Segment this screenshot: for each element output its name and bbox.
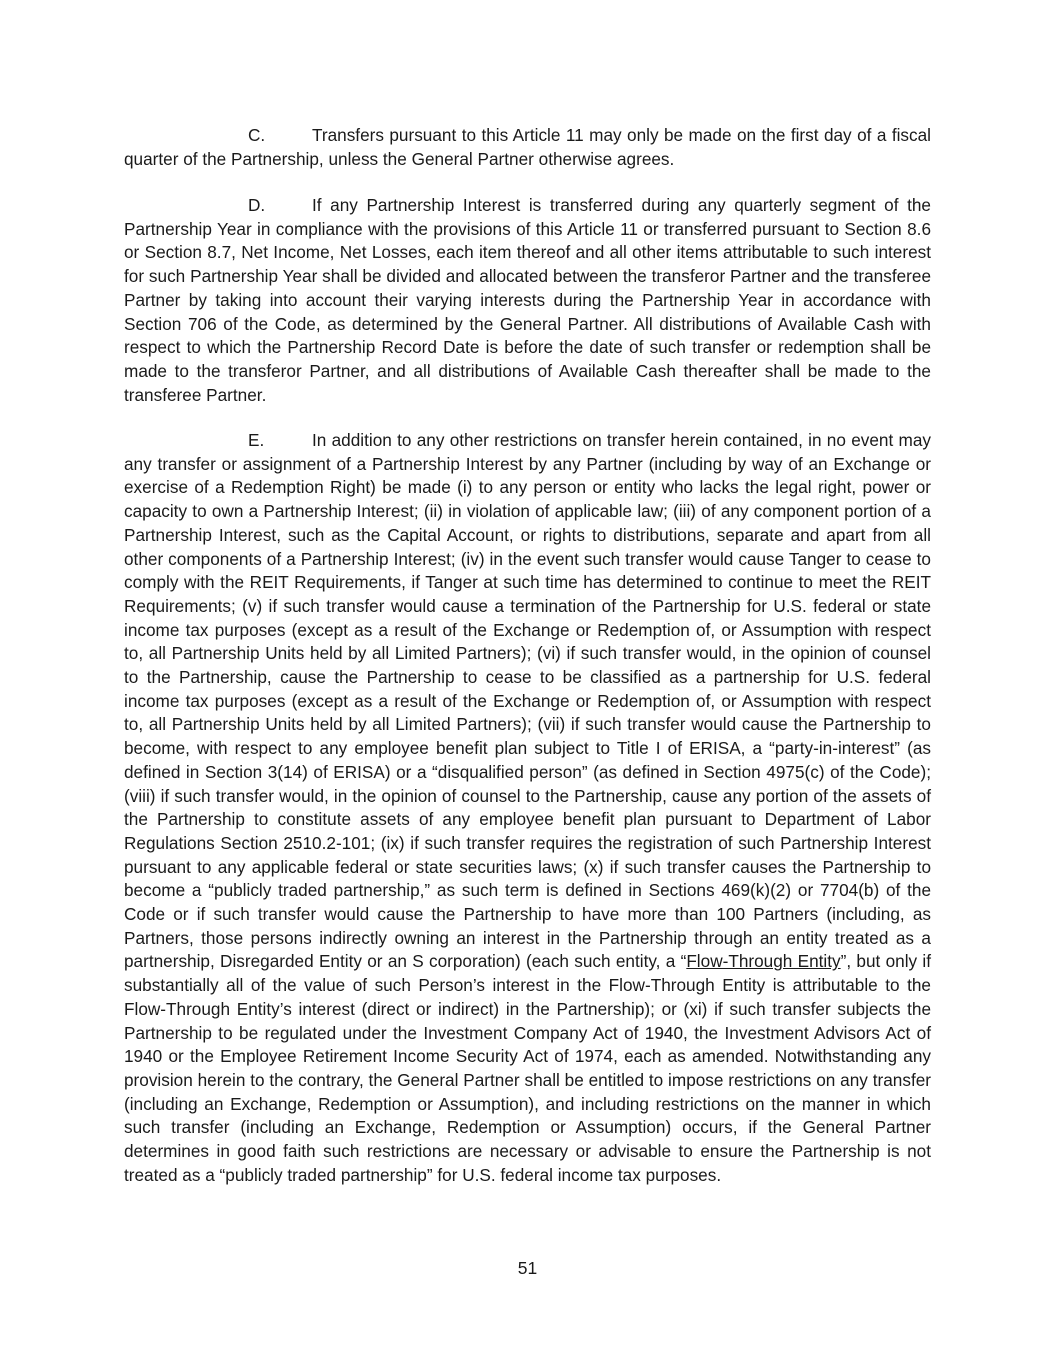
defined-term: Flow-Through Entity [686, 951, 841, 972]
paragraph-label: E. [248, 430, 265, 450]
paragraph-label: C. [248, 125, 266, 145]
paragraph-text: Transfers pursuant to this Article 11 may only be made on the first day of a fiscal quarter of the Partnership, unless the General Partner otherwise agrees. [124, 125, 931, 169]
paragraph-text: In addition to any other restrictions on transfer herein contained, in no event may any transfer or assignment of a Partnership Interest by any Partner (including by way of an Exchange or exercise of a Redemption Right) be made (i) to any person or entity who lacks the legal right, power or capacity to own a Partnership Interest; (ii) in violation of applicable law; (iii) of any component portion of a Partnership Interest, such as the Capital Account, or rights to distributions, separate and apart from all other components of a Partnership Interest; (iv) in the event such transfer would cause Tanger to cease to comply with the REIT Requirements, if Tanger at such time has determined to continue to meet the REIT Requirements; (v) if such transfer would cause a termination of the Partnership for U.S. federal or state income tax purposes (except as a result of the Exchange or Redemption of, or Assumption with respect to, all Partnership Units held by all Limited Partners); (vi) if such transfer would, in the opinion of counsel to the Partnership, cause the Partnership to cease to be classified as a partnership for U.S. federal income tax purposes (except as a result of the Exchange or Redemption of, or Assumption with respect to, all Partnership Units held by all Limited Partners); (vii) if such transfer would cause the Partnership to become, with respect to any employee benefit plan subject to Title I of ERISA, a “party-in-interest” (as defined in Section 3(14) of ERISA) or a “disqualified person” (as defined in Section 4975(c) of the Code); (viii) if such transfer would, in the opinion of counsel to the Partnership, cause any portion of the assets of the Partnership to constitute assets of any employee benefit plan pursuant to Department of Labor Regulations Section 2510.2-101; (ix) if such transfer requires the registration of such Partnership Interest pursuant to any applicable federal or state securities laws; (x) if such transfer causes the Partnership to become a “publicly traded partnership,” as such term is defined in Sections 469(k)(2) or 7704(b) of the Code or if such transfer would cause the Partnership to have more than 100 Partners (including, as Partners, those persons indirectly owning an interest in the Partnership through an entity treated as a partnership, Disregarded Entity or an S corporation) (each such entity, a “ [124, 430, 931, 972]
paragraph-d [124, 194, 931, 407]
paragraph-text: If any Partnership Interest is transferred during any quarterly segment of the Partnership Year in compliance with the provisions of this Article 11 or transferred pursuant to Section 8.6 or Section 8.7, Net Income, Net Losses, each item thereof and all other items attributable to such interest for such Partnership Year shall be divided and allocated between the transferor Partner and the transferee Partner by taking into account their varying interests during the Partnership Year in accordance with Section 706 of the Code, as determined by the General Partner. All distributions of Available Cash with respect to which the Partnership Record Date is before the date of such transfer or redemption shall be made to the transferor Partner, and all distributions of Available Cash thereafter shall be made to the transferee Partner. [124, 195, 931, 405]
page-number: 51 [517, 1258, 538, 1278]
paragraph-e [124, 429, 931, 1188]
paragraph-c [124, 124, 931, 171]
paragraph-label: D. [248, 195, 266, 215]
paragraph-text: ”, but only if substantially all of the value of such Person’s interest in the Flow-Through Entity is attributable to the Flow-Through Entity’s interest (direct or indirect) in the Partnership); or (xi) if such transfer subjects the Partnership to be regulated under the Investment Company Act of 1940, the Investment Advisors Act of 1940 or the Employee Retirement Income Security Act of 1974, each as amended. Notwithstanding any provision herein to the contrary, the General Partner shall be entitled to impose restrictions on any transfer (including an Exchange, Redemption or Assumption), and including restrictions on the manner in which such transfer (including an Exchange, Redemption or Assumption) occurs, if the General Partner determines in good faith such restrictions are necessary or advisable to ensure the Partnership is not treated as a “publicly traded partnership” for U.S. federal income tax purposes. [124, 951, 932, 1185]
